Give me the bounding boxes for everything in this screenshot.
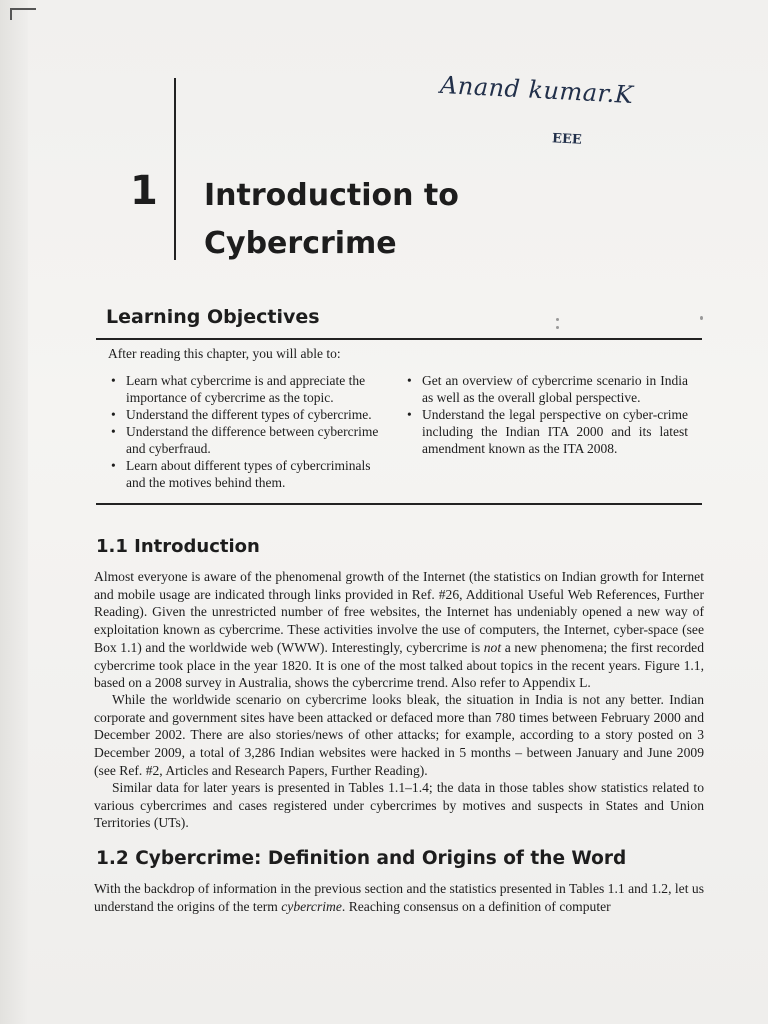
objectives-bottom-rule [96, 503, 702, 505]
chapter-divider-rule [174, 78, 176, 260]
introduction-paragraph-3: Similar data for later years is presented in Tables 1.1–1.4; the data in those tables show statistics related to various cybercrimes and cases registered under cybercrimes by motives and suspects in States and Union Territories (UTs). [94, 780, 704, 831]
emphasis-text: cybercrime [281, 898, 342, 914]
handwritten-name: Anand kumar.K [439, 70, 635, 110]
introduction-paragraph-1 [94, 568, 704, 692]
objectives-list-right [404, 372, 688, 457]
paragraph-text: . Reaching consensus on a definition of computer [341, 898, 611, 914]
scan-speck [700, 316, 703, 320]
paragraph-text: With the backdrop of information in the previous section and the statistics presented in Tables 1.1 and 1.2, let us understand the origins of the term [94, 881, 704, 914]
scan-speck [556, 318, 559, 321]
objective-item: • Learn what cybercrime is and appreciate the importance of cybercrime as the topic. [108, 372, 392, 406]
chapter-number: 1 [130, 168, 158, 214]
definition-paragraph [94, 880, 704, 915]
objective-item: • Understand the legal perspective on cyber-crime including the Indian ITA 2000 and its latest amendment known as the ITA 2008. [404, 406, 688, 457]
paragraph-text: a new phenomena; the first recorded cybercrime took place in the year 1820. It is one of the most talked about topics in the recent years. Figure 1.1, based on a 2008 survey in Australia, shows the cybercrime trend. Also refer to Appendix L. [94, 639, 704, 691]
chapter-title: Introduction to Cybercrime [204, 178, 459, 261]
page-binding-edge [0, 0, 28, 1024]
learning-objectives-title: Learning Objectives [106, 306, 320, 328]
learning-objectives-intro: After reading this chapter, you will able to: [108, 346, 341, 361]
section-heading-introduction: 1.1 Introduction [96, 536, 260, 557]
objective-item: • Learn about different types of cybercriminals and the motives behind them. [108, 457, 392, 491]
objective-item: • Understand the different types of cybercrime. [108, 406, 392, 423]
objectives-list-left [108, 372, 392, 491]
corner-crop-mark [10, 8, 36, 20]
objective-item: • Understand the difference between cybercrime and cyberfraud. [108, 423, 392, 457]
objective-item: • Get an overview of cybercrime scenario in India as well as the overall global perspective. [404, 372, 688, 406]
handwritten-department: EEE [551, 131, 583, 148]
paragraph-text: Almost everyone is aware of the phenomenal growth of the Internet (the statistics on Indian growth for Internet and mobile usage are indicated through links provided in Ref. #26, Additional Useful Web References, Further Reading). Given the unrestricted number of free websites, the Internet has undeniably opened a new way of exploitation known as cybercrime. These activities involve the use of computers, the Internet, cyber-space (see Box 1.1) and the worldwide web (WWW). Interestingly, cybercrime is [94, 569, 704, 655]
section-heading-definition: 1.2 Cybercrime: Definition and Origins of the Word [96, 848, 627, 869]
introduction-paragraph-2: While the worldwide scenario on cybercrime looks bleak, the situation in India is not any better. Indian corporate and government sites have been attacked or defaced more than 780 times between February 2000 and December 2002. There are also stories/news of other attacks; for example, according to a story posted on 3 December 2009, a total of 3,286 Indian websites were hacked in 5 months – between January and June 2009 (see Ref. #2, Articles and Research Papers, Further Reading). [94, 692, 704, 778]
objectives-top-rule [96, 338, 702, 340]
scan-speck [556, 326, 559, 329]
emphasis-text: not [483, 639, 502, 655]
